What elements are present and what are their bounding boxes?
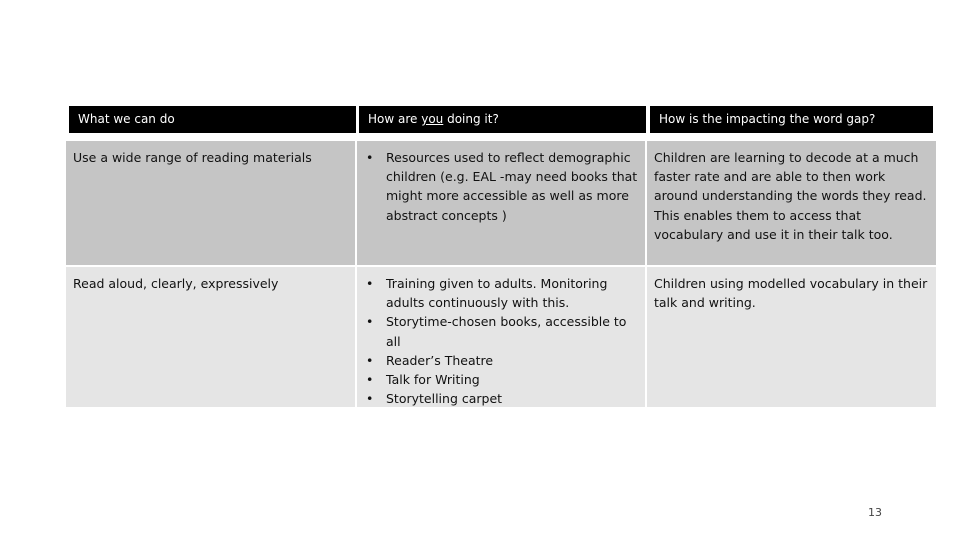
list-item [362,274,641,312]
cell-impact: Children are learning to decode at a much faster rate and are able to then work around understanding the words they read. This enables them to access that vocabulary and use it in their talk too. [654,150,927,242]
bullet-icon: • [366,150,374,165]
bullet-icon: • [366,314,374,330]
cell-how [357,141,645,265]
list-item-text: Storytelling carpet [386,391,503,407]
list-item-text: Talk for Writing [386,372,480,388]
list-item [362,389,641,408]
header-col2-post: doing it? [443,112,499,126]
list-item [362,351,641,370]
header-how-are-you-doing-it [359,106,646,133]
bullet-icon: • [366,372,374,388]
table-row [66,141,936,265]
list-item-text: Reader’s Theatre [386,352,494,368]
cell-how [357,267,645,407]
list-item-text: Storytime-chosen books, accessible to all [386,314,627,349]
bullet-icon: • [366,276,374,291]
cell-impact: Children using modelled vocabulary in their talk and writing. [654,276,928,311]
header-impact-on-word-gap: How is the impacting the word gap? [650,106,933,133]
header-col2-pre: How are [368,112,422,126]
header-col2-underlined: you [421,112,444,126]
header-what-we-can-do: What we can do [69,106,356,133]
page-number: 13 [868,506,882,519]
bullet-icon: • [366,391,374,407]
list-item-text: Resources used to reflect demographic children (e.g. EAL -may need books that might more accessible as well as more abstract concepts ) [386,150,638,223]
bullet-icon: • [366,352,374,368]
how-list [362,274,641,408]
list-item [362,312,641,350]
table-row [66,267,936,407]
cell-what: Read aloud, clearly, expressively [73,276,279,291]
list-item-text: Training given to adults. Monitoring adults continuously with this. [386,276,608,311]
list-item [362,370,641,389]
list-item [362,148,641,225]
cell-what: Use a wide range of reading materials [73,150,312,165]
how-list [362,148,641,225]
